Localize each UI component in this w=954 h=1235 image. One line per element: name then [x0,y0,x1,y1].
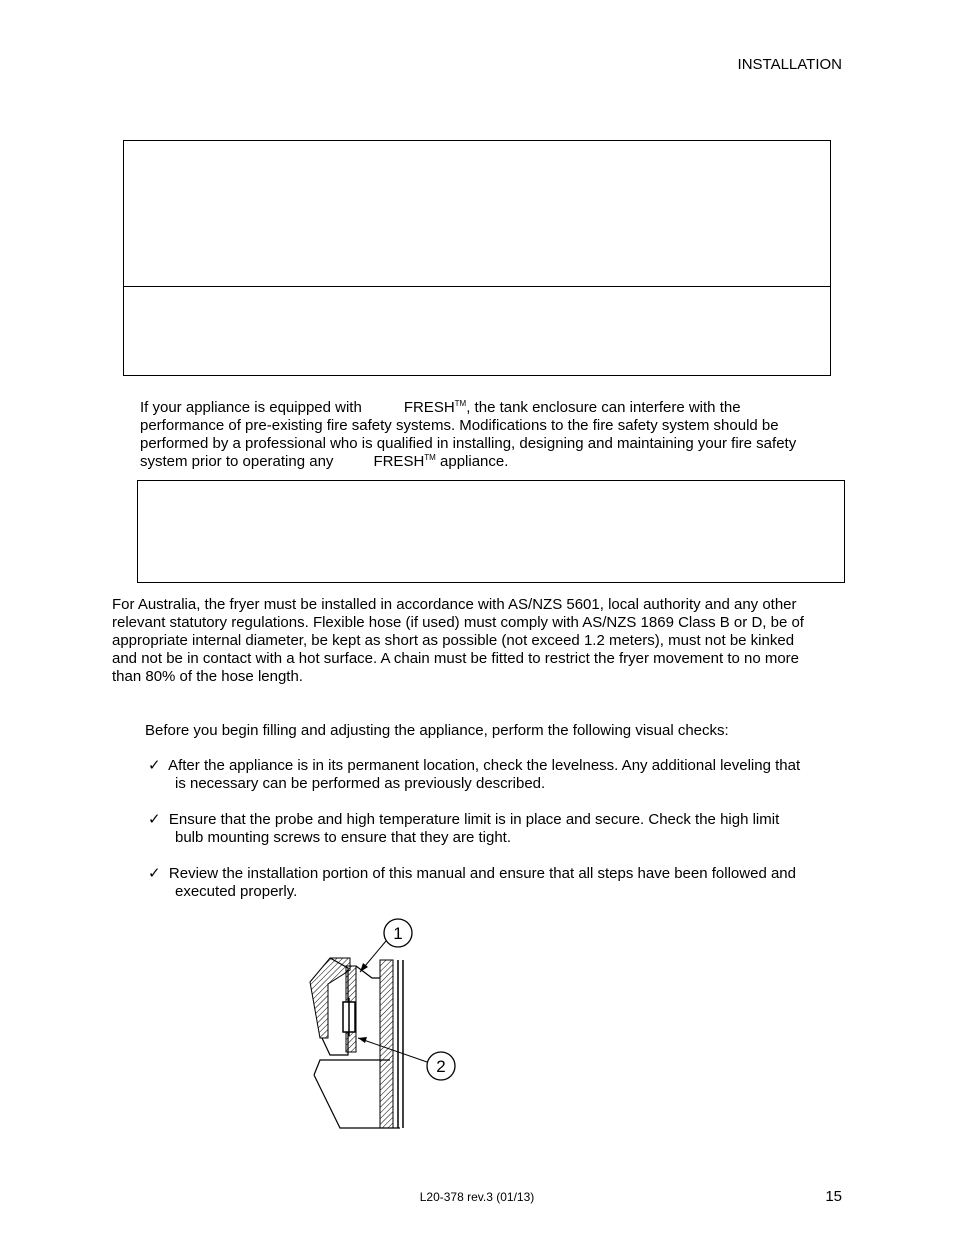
checkmark-icon: ✓ [148,757,161,774]
svg-text:1: 1 [393,924,403,943]
australia-line: For Australia, the fryer must be installed in accordance with AS/NZS 5601, local authority and any other [112,596,797,613]
check-item: ✓ After the appliance is in its permanent location, check the levelness. Any additional leveling that is necessary can be performed as previously described. [148,757,801,792]
fresh-line-3: performed by a professional who is qualified in installing, designing and maintaining your fire safety [140,435,797,452]
probe-mounting-diagram [300,910,470,1135]
svg-text:2: 2 [436,1057,446,1076]
australia-line: and not be in contact with a hot surface. A chain must be fitted to restrict the fryer movement to no more [112,650,800,667]
australia-paragraph [112,596,842,686]
document-id: L20-378 rev.3 (01/13) [419,1190,535,1204]
fresh-paragraph [140,399,840,471]
warning-box-bottom [137,480,845,583]
box-divider [124,286,830,287]
checks-intro: Before you begin filling and adjusting the appliance, perform the following visual checks: [145,722,729,739]
fresh-line-4: system prior to operating any FRESH™ appliance. [140,453,509,470]
checkmark-icon: ✓ [148,811,161,828]
warning-box-top [123,140,831,376]
australia-line: appropriate internal diameter, be kept as short as possible (not exceed 1.2 meters), must not be kinked [112,632,795,649]
check-item: ✓ Review the installation portion of this manual and ensure that all steps have been followed and executed properly. [148,865,796,900]
wall-panel [380,960,393,1128]
section-header: INSTALLATION [737,56,842,73]
australia-line: than 80% of the hose length. [112,668,303,685]
page-number: 15 [825,1188,842,1205]
check-item: ✓ Ensure that the probe and high temperature limit is in place and secure. Check the high limit bulb mounting screws to ensure that they are tight. [148,811,780,846]
australia-line: relevant statutory regulations. Flexible hose (if used) must comply with AS/NZS 1869 Class B or D, be of [112,614,804,631]
fresh-line-2: performance of pre-existing fire safety systems. Modifications to the fire safety system should be [140,417,779,434]
fresh-line-1: If your appliance is equipped with FRESH™, the tank enclosure can interfere with the [140,399,741,416]
checkmark-icon: ✓ [148,865,161,882]
